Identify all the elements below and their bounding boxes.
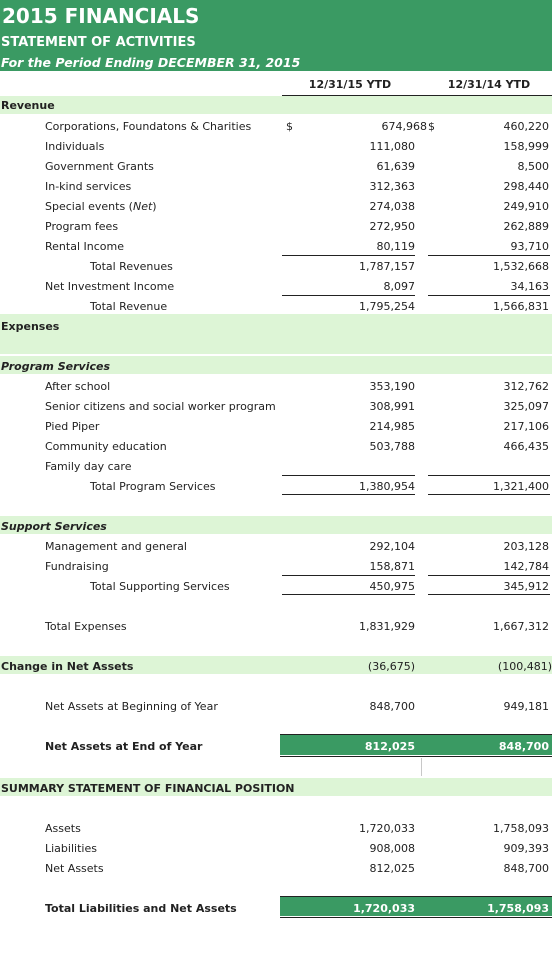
net-assets-end-row (0, 736, 552, 756)
value-prior: 1,566,831 (493, 300, 549, 313)
row-label: Community education (45, 440, 167, 453)
value-prior: 949,181 (503, 700, 549, 713)
row-label: Total Revenues (90, 260, 173, 273)
value-prior: 312,762 (503, 380, 549, 393)
row-label: Government Grants (45, 160, 154, 173)
total-support-row (0, 576, 552, 596)
value-current: 111,080 (369, 140, 415, 153)
report-period: For the Period Ending DECEMBER 31, 2015 (1, 55, 301, 70)
table-row (0, 838, 552, 858)
grid-line (421, 758, 422, 776)
value-current: (36,675) (367, 660, 415, 673)
underline-prior (428, 494, 550, 495)
table-row (0, 436, 552, 456)
table-row (0, 196, 552, 216)
value-prior: 298,440 (503, 180, 549, 193)
value-current: 503,788 (369, 440, 415, 453)
column-header-prior: 12/31/14 YTD (447, 78, 531, 91)
row-label: Total Revenue (90, 300, 168, 313)
value-current: 80,119 (376, 240, 415, 253)
table-row (0, 396, 552, 416)
value-current: 8,097 (383, 280, 415, 293)
table-row (0, 376, 552, 396)
table-row (0, 536, 552, 556)
table-row (0, 176, 552, 196)
column-header-current: 12/31/15 YTD (308, 78, 392, 91)
value-prior: 909,393 (503, 842, 549, 855)
value-current: 812,025 (364, 740, 415, 753)
row-label: Individuals (45, 140, 105, 153)
value-prior: 142,784 (503, 560, 549, 573)
row-label: Family day care (45, 460, 132, 473)
table-row (0, 556, 552, 576)
label-italic: Net (132, 200, 153, 213)
underline-prior (428, 594, 550, 595)
value-prior: 217,106 (503, 420, 549, 433)
value-current: 292,104 (369, 540, 415, 553)
value-current: 674,968 (381, 120, 427, 133)
value-prior: 262,889 (503, 220, 549, 233)
label-text: Special events ( (45, 200, 133, 213)
value-prior: 158,999 (503, 140, 549, 153)
value-prior: 1,758,093 (487, 902, 549, 915)
value-prior: 1,758,093 (493, 822, 549, 835)
value-current: 158,871 (369, 560, 415, 573)
value-prior: 848,700 (503, 862, 549, 875)
table-row (0, 456, 552, 476)
label-end: ) (152, 200, 157, 213)
table-row (0, 416, 552, 436)
value-current: 450,975 (369, 580, 415, 593)
row-label: After school (45, 380, 111, 393)
expenses-heading-row (0, 316, 552, 336)
row-label: Assets (45, 822, 81, 835)
row-label: Rental Income (45, 240, 124, 253)
support-heading: Support Services (1, 520, 107, 533)
value-current: 61,639 (376, 160, 415, 173)
expenses-heading: Expenses (1, 320, 60, 333)
overline (280, 896, 552, 897)
row-label: Change in Net Assets (1, 660, 134, 673)
row-label: Total Supporting Services (90, 580, 230, 593)
overline (280, 734, 552, 735)
program-heading: Program Services (1, 360, 110, 373)
value-prior: 1,532,668 (493, 260, 549, 273)
report-title: 2015 FINANCIALS (2, 4, 200, 28)
value-prior: 34,163 (510, 280, 549, 293)
value-prior: 1,321,400 (493, 480, 549, 493)
row-label: Net Assets at End of Year (45, 740, 203, 753)
value-current: 848,700 (369, 700, 415, 713)
table-row (0, 858, 552, 878)
program-heading-row (0, 356, 552, 376)
revenue-heading-row (0, 95, 552, 115)
value-prior: 203,128 (503, 540, 549, 553)
row-label: In-kind services (45, 180, 132, 193)
row-label: Corporations, Foundatons & Charities (45, 120, 252, 133)
row-label: Net Assets at Beginning of Year (45, 700, 218, 713)
total-liabilities-row (0, 898, 552, 918)
support-heading-row (0, 516, 552, 536)
table-row (0, 236, 552, 256)
summary-heading: SUMMARY STATEMENT OF FINANCIAL POSITION (1, 782, 295, 795)
underline-current (282, 494, 415, 495)
row-label: Liabilities (45, 842, 97, 855)
summary-heading-row (0, 778, 552, 798)
value-current: 1,720,033 (353, 902, 415, 915)
value-current: 308,991 (369, 400, 415, 413)
value-prior: 325,097 (503, 400, 549, 413)
value-current: 272,950 (369, 220, 415, 233)
value-current: 1,795,254 (359, 300, 415, 313)
value-current: 1,787,157 (359, 260, 415, 273)
row-label: Fundraising (45, 560, 109, 573)
value-current: 908,008 (369, 842, 415, 855)
revenue-heading: Revenue (1, 99, 55, 112)
net-assets-begin-row (0, 696, 552, 716)
table-row (0, 156, 552, 176)
value-prior: 345,912 (503, 580, 549, 593)
value-prior: 460,220 (503, 120, 549, 133)
table-row (0, 136, 552, 156)
value-prior: (100,481) (497, 660, 552, 673)
table-row (0, 216, 552, 236)
row-label: Net Assets (45, 862, 104, 875)
row-label: Pied Piper (45, 420, 100, 433)
underline-current (282, 594, 415, 595)
value-prior: 8,500 (517, 160, 549, 173)
value-current: 1,831,929 (359, 620, 415, 633)
total-revenues-row (0, 256, 552, 276)
value-prior: 249,910 (503, 200, 549, 213)
value-current: 214,985 (369, 420, 415, 433)
value-prior: 466,435 (503, 440, 549, 453)
row-label: Net Investment Income (45, 280, 175, 293)
dollar-sign: $ (428, 120, 435, 133)
value-current: 353,190 (369, 380, 415, 393)
report-subtitle: STATEMENT OF ACTIVITIES (1, 35, 196, 50)
row-label: Total Liabilities and Net Assets (45, 902, 237, 915)
value-current: 274,038 (369, 200, 415, 213)
row-label: Total Program Services (90, 480, 216, 493)
value-prior: 93,710 (510, 240, 549, 253)
underline (280, 756, 552, 757)
row-label: Senior citizens and social worker program (45, 400, 276, 413)
report-header (0, 0, 552, 71)
total-program-row (0, 476, 552, 496)
total-expenses-row (0, 616, 552, 636)
net-investment-row (0, 276, 552, 296)
table-row (0, 818, 552, 838)
dollar-sign: $ (286, 120, 293, 133)
row-label: Total Expenses (45, 620, 127, 633)
table-row (0, 116, 552, 136)
value-current: 312,363 (369, 180, 415, 193)
value-prior: 848,700 (498, 740, 549, 753)
change-net-assets-row (0, 656, 552, 676)
value-prior: 1,667,312 (493, 620, 549, 633)
value-current: 1,380,954 (359, 480, 415, 493)
row-label: Program fees (45, 220, 119, 233)
row-label: Management and general (45, 540, 187, 553)
total-revenue-row (0, 296, 552, 316)
value-current: 1,720,033 (359, 822, 415, 835)
value-current: 812,025 (369, 862, 415, 875)
row-label (45, 200, 157, 213)
